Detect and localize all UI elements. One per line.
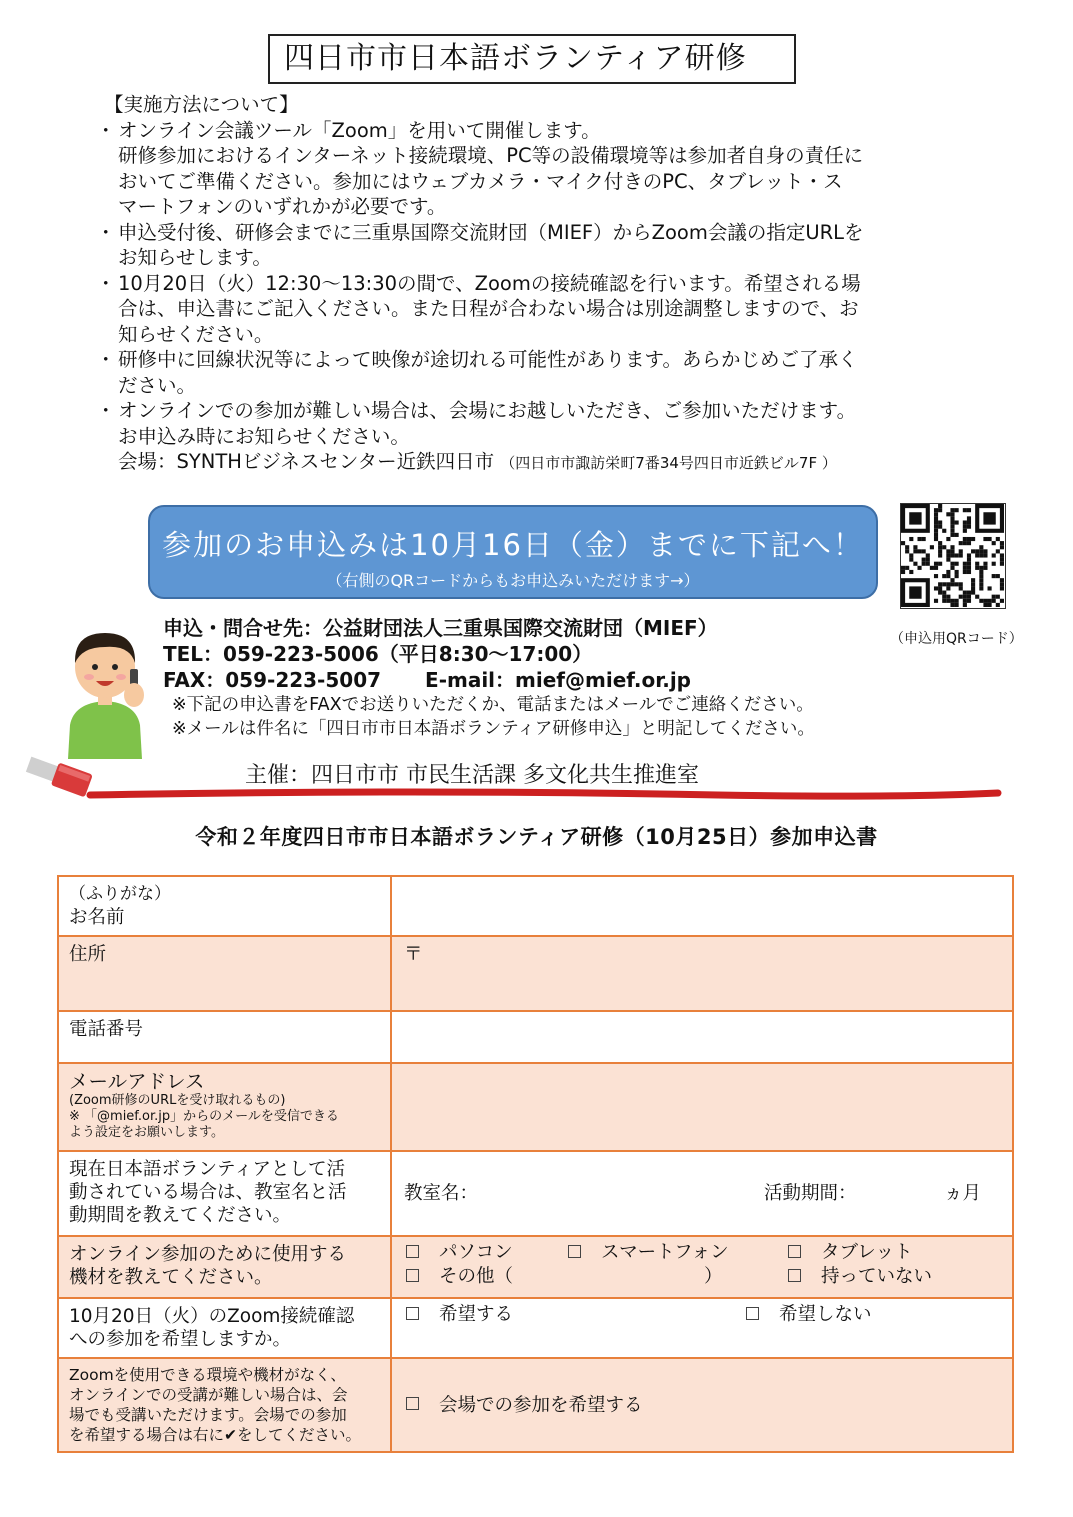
zoomcheck-label: 10月20日（火）のZoom接続確認: [69, 1306, 355, 1327]
checkbox-nowish[interactable]: [746, 1307, 759, 1320]
method-line: お知らせします。: [118, 246, 272, 269]
months-label: ヵ月: [944, 1182, 982, 1204]
option-tablet[interactable]: [788, 1241, 913, 1264]
method-item: [96, 271, 946, 348]
address-field[interactable]: [391, 936, 1013, 1011]
venue-address: （四日市市諏訪栄町7番34号四日市近鉄ビル7F ）: [500, 454, 837, 472]
option-none[interactable]: [788, 1265, 932, 1288]
form-title: 令和２年度四日市市日本語ボランティア研修（10月25日）参加申込書: [195, 825, 878, 849]
contact-fax-email: [163, 667, 718, 693]
page-title: 四日市市日本語ボランティア研修: [268, 34, 796, 84]
option-nowish-label: 希望しない: [779, 1304, 872, 1325]
volunteer-label-cell: [58, 1151, 391, 1236]
marker-line-decoration: [18, 755, 1008, 805]
option-venue-label: 会場での参加を希望する: [439, 1394, 643, 1416]
device-options: [391, 1236, 1013, 1298]
note-2: ※メールは件名に「四日市市日本語ボランティア研修申込」と明記してください。: [172, 719, 815, 739]
zoomcheck-label: への参加を希望しますか。: [69, 1329, 292, 1350]
method-section: [96, 92, 946, 477]
method-line: 知らせください。: [118, 322, 274, 346]
option-other-close: ）: [704, 1266, 723, 1287]
email-note: (Zoom研修のURLを受け取れるもの): [69, 1093, 286, 1108]
phone-field[interactable]: [391, 1011, 1013, 1063]
method-line: 研修中に回線状況等によって映像が途切れる可能性があります。あらかじめご了承く: [118, 348, 858, 371]
method-item: [96, 220, 946, 271]
venue-question: Zoomを使用できる環境や機材がなく、: [69, 1366, 346, 1384]
venue-question: を希望する場合は右に✔をしてください。: [69, 1426, 361, 1444]
method-line: オンラインでの参加が難しい場合は、会場にお越しいただき、ご参加いただけます。: [118, 399, 857, 422]
person-on-phone-illustration: [60, 625, 150, 759]
venue-option-cell: [391, 1358, 1013, 1452]
qr-label: （申込用QRコード）: [890, 631, 1023, 647]
checkbox-other[interactable]: [406, 1269, 419, 1282]
method-line: 研修参加におけるインターネット接続環境、PC等の設備環境等は参加者自身の責任に: [118, 144, 864, 167]
qr-code[interactable]: [900, 503, 1006, 609]
bullet: ・: [96, 271, 116, 295]
classroom-label: 教室名：: [404, 1182, 479, 1204]
note-1: ※下記の申込書をFAXでお送りいただくか、電話またはメールでご連絡ください。: [172, 695, 814, 715]
phone-label: 電話番号: [58, 1011, 391, 1063]
method-line: マートフォンのいずれかが必要です。: [118, 195, 447, 218]
method-item: [96, 398, 946, 449]
address-label: 住所: [58, 936, 391, 1011]
method-line: ださい。: [118, 373, 197, 397]
bullet: ・: [96, 399, 116, 422]
volunteer-label: 動されている場合は、教室名と活: [69, 1182, 347, 1203]
name-label: お名前: [69, 907, 125, 928]
bullet: ・: [96, 118, 116, 142]
checkbox-smartphone[interactable]: [568, 1245, 581, 1258]
method-line: おいてご準備ください。参加にはウェブカメラ・マイク付きのPC、タブレット・ス: [118, 169, 843, 193]
volunteer-label: 現在日本語ボランティアとして活: [69, 1159, 346, 1180]
option-wish[interactable]: [406, 1304, 513, 1325]
method-line: 申込受付後、研修会までに三重県国際交流財団（MIEF）からZoom会議の指定URLを: [118, 220, 864, 244]
period-label: 活動期間：: [764, 1182, 857, 1204]
zoomcheck-label-cell: [58, 1298, 391, 1358]
option-smartphone-label: スマートフォン: [601, 1242, 729, 1263]
device-label: オンライン参加のために使用する: [69, 1244, 346, 1265]
deadline-banner: [148, 505, 878, 599]
device-label-cell: [58, 1236, 391, 1298]
option-nowish[interactable]: [746, 1303, 872, 1326]
contact-fax: FAX：059-223-5007: [163, 668, 382, 692]
option-other-label: その他（: [439, 1266, 514, 1287]
method-item: [96, 347, 946, 398]
method-line: お申込み時にお知らせください。: [118, 424, 410, 448]
option-smartphone[interactable]: [568, 1241, 729, 1264]
venue-question: 場でも受講いただけます。会場での参加: [69, 1406, 347, 1424]
postal-mark: 〒: [404, 944, 423, 965]
email-label-cell: [58, 1063, 391, 1151]
name-field[interactable]: [391, 876, 1013, 936]
volunteer-field[interactable]: [391, 1151, 1013, 1236]
contact-info: [163, 615, 718, 693]
device-label: 機材を教えてください。: [69, 1267, 273, 1288]
checkbox-pc[interactable]: [406, 1245, 419, 1258]
email-label: メールアドレス: [69, 1070, 205, 1093]
email-note: ※ 「@mief.or.jp」からのメールを受信できる: [69, 1109, 339, 1124]
contact-tel: TEL：059-223-5006（平日8:30～17:00）: [163, 642, 593, 666]
method-line: 合は、申込書にご記入ください。また日程が合わない場合は別途調整しますので、お: [118, 297, 859, 320]
checkbox-wish[interactable]: [406, 1307, 419, 1320]
contact-email: E-mail：mief@mief.or.jp: [425, 668, 691, 692]
organizer: 主催：四日市市 市民生活課 多文化共生推進室: [245, 763, 699, 788]
qr-code-pattern: [901, 504, 1004, 607]
venue-name: 会場：SYNTHビジネスセンター近鉄四日市: [118, 450, 495, 473]
method-heading: 【実施方法について】: [104, 93, 299, 116]
deadline-subtext: （右側のQRコードからもお申込みいただけます→）: [326, 571, 700, 590]
method-item: [96, 118, 946, 220]
option-wish-label: 希望する: [439, 1304, 514, 1325]
option-tablet-label: タブレット: [821, 1242, 913, 1263]
email-field[interactable]: [391, 1063, 1013, 1151]
option-other[interactable]: [406, 1266, 513, 1287]
bullet: ・: [96, 348, 116, 371]
checkbox-tablet[interactable]: [788, 1245, 801, 1258]
method-line: オンライン会議ツール「Zoom」を用いて開催します。: [118, 118, 601, 142]
bullet: ・: [96, 220, 116, 244]
zoomcheck-options: [391, 1298, 1013, 1358]
option-pc[interactable]: [406, 1242, 513, 1263]
venue-question: オンラインでの受講が難しい場合は、会: [69, 1386, 348, 1404]
option-venue[interactable]: [406, 1395, 643, 1416]
venue-question-cell: [58, 1358, 391, 1452]
venue-line: [96, 449, 946, 477]
application-form: [57, 875, 1014, 1453]
name-label-cell: [58, 876, 391, 936]
contact-notes: [172, 693, 815, 741]
option-none-label: 持っていない: [821, 1266, 933, 1287]
method-line: 10月20日（火）12:30～13:30の間で、Zoomの接続確認を行います。希望される場: [118, 271, 861, 295]
option-pc-label: パソコン: [439, 1242, 513, 1263]
volunteer-label: 動期間を教えてください。: [69, 1205, 292, 1226]
checkbox-none[interactable]: [788, 1269, 801, 1282]
furigana-label: （ふりがな）: [69, 884, 171, 904]
email-note: よう設定をお願いします。: [69, 1125, 224, 1140]
contact-organization: 申込・問合せ先：公益財団法人三重県国際交流財団（MIEF）: [163, 616, 718, 640]
checkbox-venue[interactable]: [406, 1397, 419, 1410]
deadline-text: 参加のお申込みは10月16日（金）までに下記へ！: [162, 528, 864, 562]
